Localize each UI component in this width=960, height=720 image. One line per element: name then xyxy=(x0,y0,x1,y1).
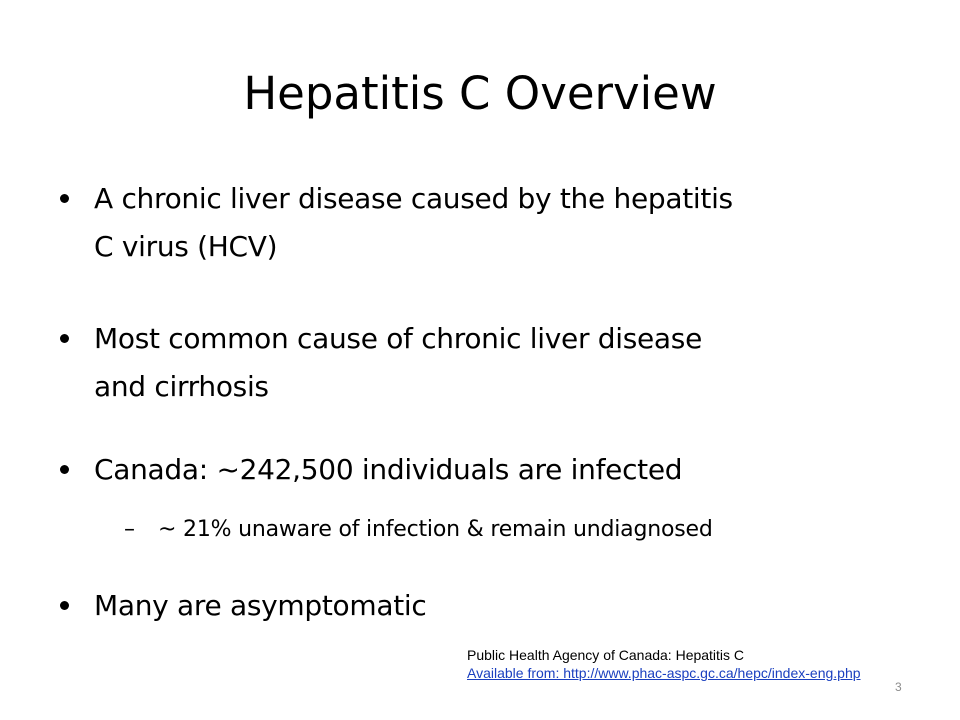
citation-source: Public Health Agency of Canada: Hepatitis C xyxy=(467,647,745,663)
sub-bullet-text: ~ 21% unaware of infection & remain undiagnosed xyxy=(158,517,713,542)
bullet-dot-icon xyxy=(60,334,69,343)
bullet-dot-icon xyxy=(60,465,69,474)
slide-number: 3 xyxy=(895,680,902,694)
bullet-dot-icon xyxy=(60,194,69,203)
bullet-text-line: C virus (HCV) xyxy=(94,230,278,263)
bullet-dot-icon xyxy=(60,601,69,610)
bullet-item xyxy=(94,175,914,271)
bullet-item xyxy=(94,315,914,411)
bullet-text-line: A chronic liver disease caused by the hepatitis xyxy=(94,182,733,215)
bullet-text-line: Many are asymptomatic xyxy=(94,589,427,622)
bullet-text-line: and cirrhosis xyxy=(94,370,269,403)
slide-title: Hepatitis C Overview xyxy=(243,67,717,120)
bullet-item xyxy=(94,582,914,630)
sub-bullet-item xyxy=(124,512,918,548)
bullet-item xyxy=(94,446,914,494)
citation-link[interactable]: Available from: http://www.phac-aspc.gc.ca/hepc/index-eng.php xyxy=(467,665,861,681)
bullet-text-line: Most common cause of chronic liver disease xyxy=(94,322,703,355)
dash-icon: – xyxy=(124,517,135,542)
citation xyxy=(467,646,927,682)
bullet-text-line: Canada: ~242,500 individuals are infected xyxy=(94,453,683,486)
